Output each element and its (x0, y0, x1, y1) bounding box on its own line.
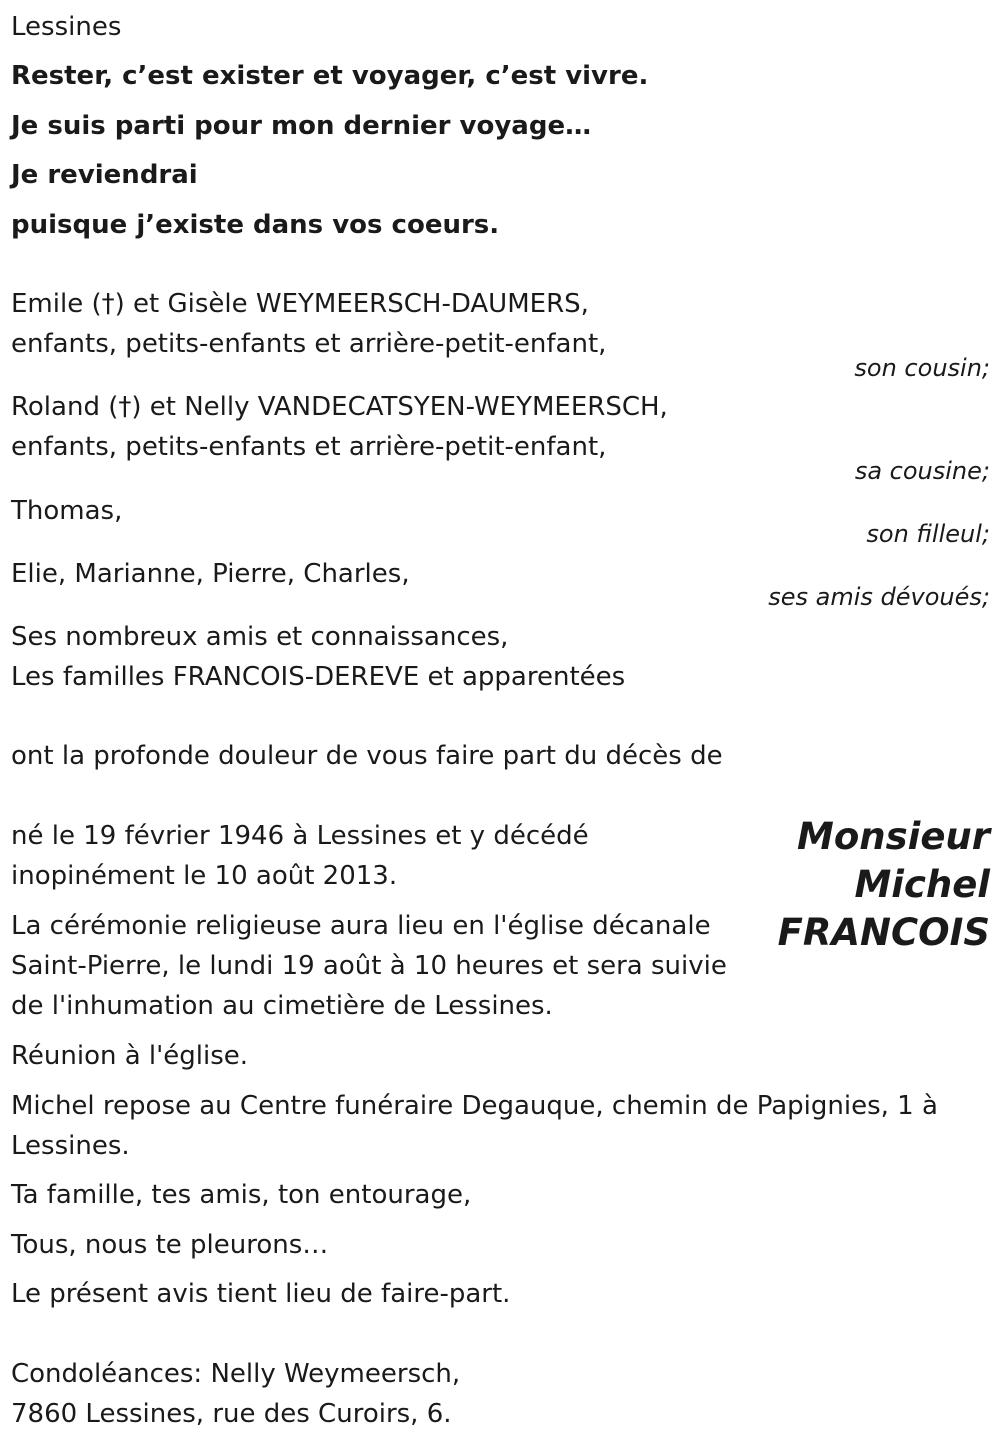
deceased-first-name: Michel (854, 863, 990, 906)
family-group-line: enfants, petits-enfants et arrière-petit-enfant, (11, 329, 607, 359)
repose-line: Michel repose au Centre funéraire Degauque, chemin de Papignies, 1 à (11, 1091, 938, 1121)
meeting-line: Réunion à l'église. (11, 1041, 249, 1071)
families-line: Les familles FRANCOIS-DEREVE et apparentées (11, 662, 626, 692)
closing-line: Ta famille, tes amis, ton entourage, (11, 1180, 472, 1210)
birth-line: né le 19 février 1946 à Lessines et y décédé (11, 821, 589, 851)
poem-line: puisque j’existe dans vos coeurs. (11, 210, 500, 240)
announcement: ont la profonde douleur de vous faire part du décès de (11, 741, 723, 771)
ceremony-line: Saint-Pierre, le lundi 19 août à 10 heures et sera suivie (11, 951, 727, 981)
relation-label: son filleul; (866, 520, 990, 548)
relation-label: ses amis dévoués; (768, 583, 990, 611)
closing-line: Tous, nous te pleurons… (11, 1230, 329, 1260)
ceremony-line: de l'inhumation au cimetière de Lessines. (11, 991, 553, 1021)
poem-line: Rester, c’est exister et voyager, c’est vivre. (11, 61, 649, 91)
relation-label: son cousin; (854, 354, 990, 382)
family-group-line: Roland (†) et Nelly VANDECATSYEN-WEYMEERSCH, (11, 392, 668, 422)
relation-label: sa cousine; (854, 457, 990, 485)
family-group-line: Elie, Marianne, Pierre, Charles, (11, 559, 410, 589)
family-group-line: Thomas, (11, 496, 123, 526)
poem-line: Je suis parti pour mon dernier voyage… (11, 111, 592, 141)
deceased-title: Monsieur (797, 815, 990, 858)
place-header: Lessines (11, 12, 122, 42)
poem-line: Je reviendrai (11, 160, 198, 190)
condolences-line: Condoléances: Nelly Weymeersch, (11, 1359, 461, 1389)
notice-line: Le présent avis tient lieu de faire-part. (11, 1279, 511, 1309)
family-group-line: Emile (†) et Gisèle WEYMEERSCH-DAUMERS, (11, 289, 589, 319)
family-group-line: enfants, petits-enfants et arrière-petit-enfant, (11, 432, 607, 462)
condolences-line: 7860 Lessines, rue des Curoirs, 6. (11, 1399, 452, 1429)
repose-line: Lessines. (11, 1131, 130, 1161)
friends-line: Ses nombreux amis et connaissances, (11, 622, 509, 652)
deceased-last-name: FRANCOIS (777, 911, 990, 954)
ceremony-line: La cérémonie religieuse aura lieu en l'église décanale (11, 911, 711, 941)
birth-line: inopinément le 10 août 2013. (11, 861, 398, 891)
